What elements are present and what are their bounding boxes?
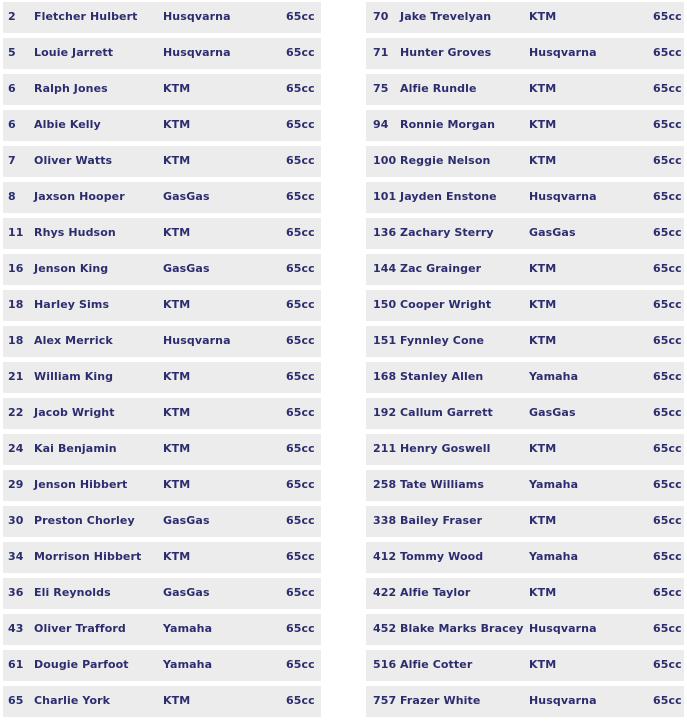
rider-row: [366, 434, 684, 465]
rider-bike-make: Husqvarna: [529, 694, 597, 707]
rider-bike-make: GasGas: [163, 190, 210, 203]
rider-row: [3, 506, 321, 537]
rider-number: 144: [373, 262, 397, 275]
rider-row: [366, 542, 684, 573]
rider-bike-make: KTM: [529, 262, 557, 275]
rider-name: Henry Goswell: [400, 442, 491, 455]
rider-class: 65cc: [286, 226, 315, 239]
rider-number: 101: [373, 190, 397, 203]
rider-number: 136: [373, 226, 397, 239]
rider-name: Alfie Rundle: [400, 82, 477, 95]
rider-row: [366, 2, 684, 33]
rider-class: 65cc: [286, 262, 315, 275]
rider-bike-make: KTM: [163, 442, 191, 455]
rider-row: [3, 2, 321, 33]
rider-row: [3, 254, 321, 285]
rider-number: 8: [8, 190, 16, 203]
rider-name: Kai Benjamin: [34, 442, 117, 455]
rider-name: Callum Garrett: [400, 406, 493, 419]
rider-name: Fynnley Cone: [400, 334, 485, 347]
rider-bike-make: Husqvarna: [529, 190, 597, 203]
rider-name: Frazer White: [400, 694, 481, 707]
rider-bike-make: Yamaha: [163, 622, 213, 635]
rider-class: 65cc: [653, 154, 682, 167]
rider-name: Alex Merrick: [34, 334, 113, 347]
rider-bike-make: KTM: [529, 82, 557, 95]
rider-number: 150: [373, 298, 397, 311]
rider-name: Louie Jarrett: [34, 46, 114, 59]
rider-row: [3, 38, 321, 69]
rider-row: [366, 470, 684, 501]
rider-number: 5: [8, 46, 16, 59]
rider-name: Alfie Taylor: [400, 586, 471, 599]
rider-bike-make: Yamaha: [529, 550, 579, 563]
rider-number: 757: [373, 694, 397, 707]
rider-bike-make: Husqvarna: [163, 10, 231, 23]
rider-number: 34: [8, 550, 24, 563]
rider-class: 65cc: [653, 118, 682, 131]
rider-class: 65cc: [653, 550, 682, 563]
rider-name: Zachary Sterry: [400, 226, 494, 239]
rider-number: 6: [8, 118, 16, 131]
rider-number: 16: [8, 262, 24, 275]
rider-name: Charlie York: [34, 694, 111, 707]
rider-class: 65cc: [286, 406, 315, 419]
rider-bike-make: KTM: [163, 154, 191, 167]
rider-name: Rhys Hudson: [34, 226, 116, 239]
rider-name: Oliver Trafford: [34, 622, 126, 635]
rider-name: Jenson King: [34, 262, 109, 275]
rider-bike-make: KTM: [529, 118, 557, 131]
rider-bike-make: Husqvarna: [163, 46, 231, 59]
rider-bike-make: Yamaha: [529, 370, 579, 383]
rider-row: [366, 650, 684, 681]
rider-number: 151: [373, 334, 397, 347]
rider-number: 452: [373, 622, 397, 635]
rider-class: 65cc: [653, 406, 682, 419]
rider-class: 65cc: [286, 334, 315, 347]
rider-name: Jake Trevelyan: [400, 10, 492, 23]
rider-name: Zac Grainger: [400, 262, 482, 275]
rider-class: 65cc: [286, 154, 315, 167]
rider-class: 65cc: [653, 298, 682, 311]
rider-bike-make: KTM: [163, 550, 191, 563]
rider-row: [3, 362, 321, 393]
rider-name: Tate Williams: [400, 478, 485, 491]
rider-number: 6: [8, 82, 16, 95]
rider-row: [366, 362, 684, 393]
rider-bike-make: KTM: [529, 658, 557, 671]
rider-number: 422: [373, 586, 397, 599]
rider-row: [366, 74, 684, 105]
rider-row: [3, 218, 321, 249]
rider-number: 94: [373, 118, 389, 131]
rider-class: 65cc: [286, 658, 315, 671]
rider-bike-make: GasGas: [163, 514, 210, 527]
rider-bike-make: GasGas: [529, 406, 576, 419]
rider-bike-make: KTM: [529, 514, 557, 527]
rider-row: [3, 290, 321, 321]
rider-list-right: [366, 2, 684, 722]
rider-row: [366, 614, 684, 645]
rider-number: 168: [373, 370, 397, 383]
rider-number: 516: [373, 658, 397, 671]
rider-number: 36: [8, 586, 24, 599]
rider-number: 338: [373, 514, 397, 527]
rider-name: William King: [34, 370, 114, 383]
rider-number: 412: [373, 550, 397, 563]
rider-row: [366, 326, 684, 357]
rider-number: 258: [373, 478, 397, 491]
rider-name: Tommy Wood: [400, 550, 484, 563]
rider-row: [3, 542, 321, 573]
rider-bike-make: KTM: [163, 478, 191, 491]
rider-name: Cooper Wright: [400, 298, 492, 311]
rider-class: 65cc: [653, 262, 682, 275]
rider-number: 11: [8, 226, 24, 239]
rider-class: 65cc: [653, 190, 682, 203]
rider-number: 29: [8, 478, 24, 491]
rider-name: Hunter Groves: [400, 46, 492, 59]
rider-bike-make: Yamaha: [163, 658, 213, 671]
rider-number: 21: [8, 370, 24, 383]
rider-row: [3, 470, 321, 501]
rider-class: 65cc: [653, 226, 682, 239]
rider-row: [3, 686, 321, 717]
rider-class: 65cc: [653, 622, 682, 635]
rider-bike-make: KTM: [163, 226, 191, 239]
rider-bike-make: Husqvarna: [163, 334, 231, 347]
rider-class: 65cc: [653, 82, 682, 95]
rider-row: [3, 110, 321, 141]
rider-class: 65cc: [286, 10, 315, 23]
rider-number: 2: [8, 10, 16, 23]
rider-bike-make: KTM: [163, 406, 191, 419]
rider-number: 61: [8, 658, 24, 671]
rider-name: Ronnie Morgan: [400, 118, 496, 131]
rider-number: 30: [8, 514, 24, 527]
rider-row: [366, 182, 684, 213]
rider-class: 65cc: [286, 190, 315, 203]
rider-row: [366, 578, 684, 609]
rider-name: Blake Marks Bracey: [400, 622, 524, 635]
rider-name: Eli Reynolds: [34, 586, 111, 599]
rider-row: [366, 686, 684, 717]
rider-number: 43: [8, 622, 24, 635]
rider-name: Reggie Nelson: [400, 154, 491, 167]
rider-class: 65cc: [653, 370, 682, 383]
rider-name: Jaxson Hooper: [34, 190, 125, 203]
rider-class: 65cc: [286, 442, 315, 455]
rider-name: Preston Chorley: [34, 514, 135, 527]
rider-bike-make: KTM: [529, 154, 557, 167]
rider-number: 65: [8, 694, 24, 707]
rider-number: 18: [8, 334, 24, 347]
rider-class: 65cc: [653, 658, 682, 671]
rider-number: 71: [373, 46, 389, 59]
rider-name: Jenson Hibbert: [34, 478, 128, 491]
rider-bike-make: KTM: [163, 370, 191, 383]
rider-class: 65cc: [653, 10, 682, 23]
rider-row: [366, 38, 684, 69]
rider-number: 22: [8, 406, 24, 419]
rider-row: [366, 398, 684, 429]
rider-class: 65cc: [286, 550, 315, 563]
rider-bike-make: GasGas: [163, 586, 210, 599]
rider-name: Bailey Fraser: [400, 514, 483, 527]
rider-name: Fletcher Hulbert: [34, 10, 138, 23]
rider-number: 7: [8, 154, 16, 167]
rider-bike-make: KTM: [163, 118, 191, 131]
rider-row: [366, 290, 684, 321]
rider-class: 65cc: [286, 370, 315, 383]
rider-row: [3, 434, 321, 465]
rider-bike-make: KTM: [163, 694, 191, 707]
rider-row: [3, 74, 321, 105]
rider-list-left: [3, 2, 321, 722]
rider-name: Stanley Allen: [400, 370, 484, 383]
rider-bike-make: GasGas: [529, 226, 576, 239]
rider-number: 211: [373, 442, 397, 455]
rider-class: 65cc: [653, 514, 682, 527]
rider-name: Albie Kelly: [34, 118, 101, 131]
rider-row: [3, 326, 321, 357]
rider-name: Harley Sims: [34, 298, 110, 311]
rider-bike-make: KTM: [529, 10, 557, 23]
rider-bike-make: KTM: [529, 442, 557, 455]
rider-class: 65cc: [653, 694, 682, 707]
rider-name: Alfie Cotter: [400, 658, 473, 671]
rider-class: 65cc: [653, 586, 682, 599]
rider-row: [3, 146, 321, 177]
rider-name: Dougie Parfoot: [34, 658, 129, 671]
rider-class: 65cc: [286, 622, 315, 635]
rider-class: 65cc: [653, 478, 682, 491]
rider-bike-make: KTM: [529, 334, 557, 347]
rider-class: 65cc: [286, 82, 315, 95]
rider-name: Oliver Watts: [34, 154, 113, 167]
rider-class: 65cc: [286, 46, 315, 59]
rider-name: Ralph Jones: [34, 82, 108, 95]
rider-bike-make: KTM: [529, 586, 557, 599]
rider-number: 100: [373, 154, 397, 167]
rider-bike-make: Yamaha: [529, 478, 579, 491]
rider-row: [3, 398, 321, 429]
rider-number: 70: [373, 10, 389, 23]
rider-name: Jacob Wright: [34, 406, 115, 419]
rider-class: 65cc: [286, 118, 315, 131]
rider-number: 24: [8, 442, 24, 455]
rider-bike-make: KTM: [163, 298, 191, 311]
rider-bike-make: Husqvarna: [529, 622, 597, 635]
rider-bike-make: GasGas: [163, 262, 210, 275]
rider-class: 65cc: [286, 478, 315, 491]
rider-row: [366, 110, 684, 141]
rider-class: 65cc: [653, 46, 682, 59]
rider-row: [3, 614, 321, 645]
rider-class: 65cc: [286, 586, 315, 599]
rider-row: [366, 506, 684, 537]
rider-class: 65cc: [286, 514, 315, 527]
rider-name: Morrison Hibbert: [34, 550, 142, 563]
rider-row: [3, 578, 321, 609]
rider-number: 75: [373, 82, 389, 95]
rider-row: [366, 254, 684, 285]
rider-number: 192: [373, 406, 397, 419]
rider-name: Jayden Enstone: [400, 190, 497, 203]
rider-class: 65cc: [286, 298, 315, 311]
rider-row: [366, 146, 684, 177]
rider-number: 18: [8, 298, 24, 311]
rider-bike-make: KTM: [163, 82, 191, 95]
rider-bike-make: KTM: [529, 298, 557, 311]
rider-bike-make: Husqvarna: [529, 46, 597, 59]
rider-class: 65cc: [653, 442, 682, 455]
rider-row: [3, 182, 321, 213]
rider-row: [366, 218, 684, 249]
rider-row: [3, 650, 321, 681]
rider-class: 65cc: [286, 694, 315, 707]
rider-class: 65cc: [653, 334, 682, 347]
